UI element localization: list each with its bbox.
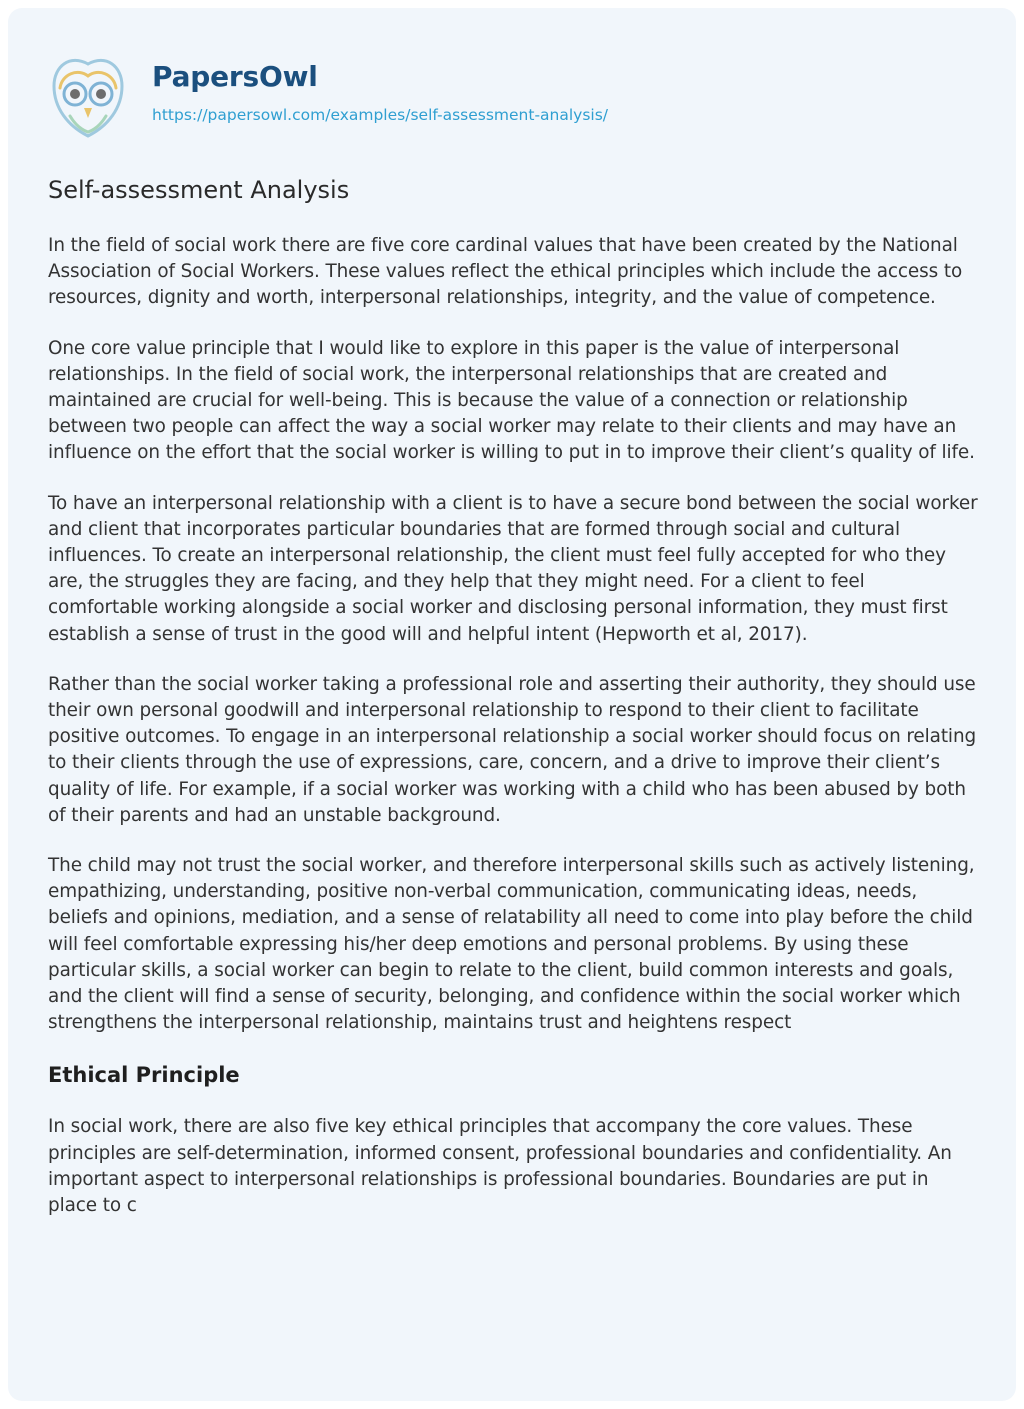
brand-name[interactable]: PapersOwl [152, 60, 318, 93]
section-heading: Ethical Principle [48, 1063, 240, 1088]
brand-block [152, 60, 608, 125]
page-title: Self-assessment Analysis [48, 176, 350, 204]
owl-logo-icon[interactable] [48, 56, 128, 140]
site-header [48, 56, 608, 140]
paragraph: In social work, there are also five key ethical principles that accompany the core values. These principles are self-determination, informed consent, professional boundaries and confidentiality. An important aspect to interpersonal relationships is professional boundaries. Boundaries are put in place to c [48, 1116, 952, 1217]
paragraph: The child may not trust the social worker, and therefore interpersonal skills such as actively listening, empathizing, understanding, positive non-verbal communication, communicating ideas, needs, beliefs and opinions, mediation, and a sense of relatability all need to come into play before the child will feel comfortable expressing his/her deep emotions and personal problems. By using these particular skills, a social worker can begin to relate to the client, build common interests and goals, and the client will find a sense of security, belonging, and confidence within the social worker which strengthens the interpersonal relationship, maintains trust and heightens respect [48, 855, 975, 1034]
paragraph: In the field of social work there are five core cardinal values that have been created by the National Association of Social Workers. These values reflect the ethical principles which include the access to resources, dignity and worth, interpersonal relationships, integrity, and the value of competence. [48, 235, 963, 309]
article-body [48, 233, 978, 1243]
paragraph: To have an interpersonal relationship with a client is to have a secure bond between the social worker and client that incorporates particular boundaries that are formed through social and cultural influences. To create an interpersonal relationship, the client must feel fully accepted for who they are, the struggles they are facing, and they help that they might need. For a client to feel comfortable working alongside a social worker and disclosing personal information, they must first establish a sense of trust in the good will and helpful intent (Hepworth et al, 2017). [48, 492, 978, 645]
paragraph: One core value principle that I would like to explore in this paper is the value of interpersonal relationships. In the field of social work, the interpersonal relationships that are created and maintained are crucial for well-being. This is because the value of a connection or relationship between two people can affect the way a social worker may relate to their clients and may have an influence on the effort that the social worker is willing to put in to improve their client’s quality of life. [48, 337, 975, 464]
source-url-link[interactable]: https://papersowl.com/examples/self-assessment-analysis/ [152, 106, 609, 124]
paragraph: Rather than the social worker taking a professional role and asserting their authority, they should use their own personal goodwill and interpersonal relationship to respond to their client to facilitate positive outcomes. To engage in an interpersonal relationship a social worker should focus on relating to their clients through the use of expressions, care, concern, and a drive to improve their client’s quality of life. For example, if a social worker was working with a child who has been abused by both of their parents and had an unstable background. [48, 673, 977, 826]
